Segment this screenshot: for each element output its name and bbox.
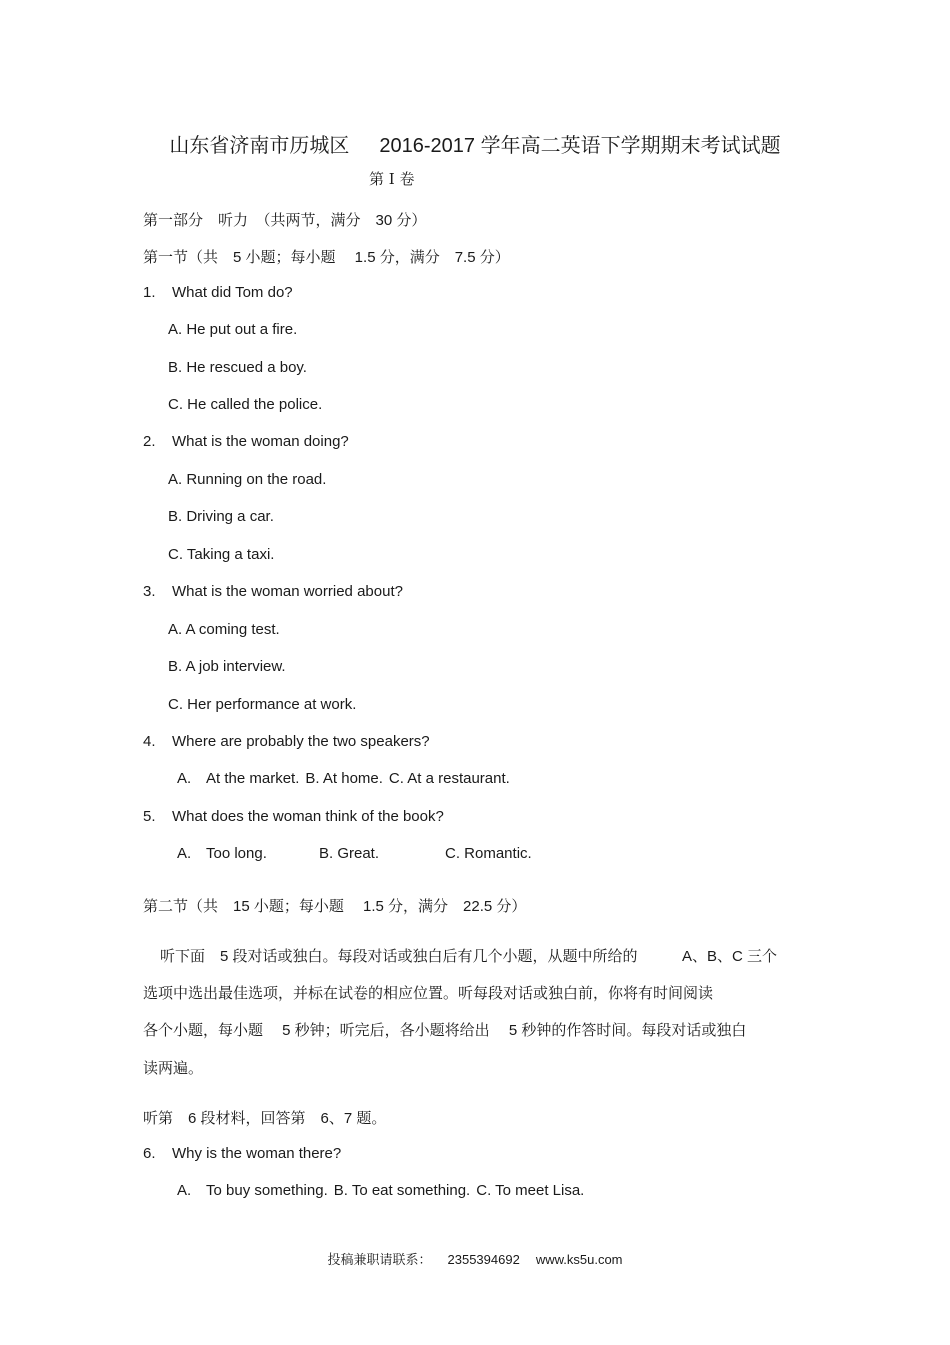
option-text: B. At home.	[305, 770, 383, 787]
question-1: 1. What did Tom do?	[143, 284, 293, 301]
question-4-options	[177, 770, 510, 787]
page-footer	[0, 1249, 950, 1268]
option-letter: A.	[177, 1182, 192, 1199]
question-2-option-b: B. Driving a car.	[168, 508, 274, 525]
section-heading: 第一节（共 5 小题；每小题 1.5 分，满分 7.5 分）	[143, 249, 510, 266]
question-2-option-a: A. Running on the road.	[168, 471, 327, 488]
section-heading: 第二节（共 15 小题；每小题 1.5 分，满分 22.5 分）	[143, 898, 527, 915]
option-text: B. To eat something.	[333, 1182, 471, 1199]
instruction-line: 各个小题，每小题 5 秒钟；听完后，各小题将给出 5 秒钟的作答时间。每段对话或独白	[143, 1022, 747, 1039]
option-text: At the market.	[206, 770, 300, 787]
question-5: 5. What does the woman think of the book?	[143, 808, 444, 825]
question-4: 4. Where are probably the two speakers?	[143, 733, 430, 750]
option-text: To buy something.	[206, 1182, 328, 1199]
option-text: C. To meet Lisa.	[476, 1182, 585, 1199]
option-letter: A.	[177, 770, 192, 787]
option-letter: A.	[177, 845, 192, 862]
footer-website: www.ks5u.com	[535, 1252, 623, 1267]
question-1-option-a: A. He put out a fire.	[168, 321, 298, 338]
instruction-line: 选项中选出最佳选项，并标在试卷的相应位置。听每段对话或独白前，你将有时间阅读	[143, 985, 714, 1002]
part-heading: 第一部分 听力 （共两节，满分 30 分）	[143, 212, 427, 229]
option-text: C. At a restaurant.	[388, 770, 510, 787]
instruction-line: 听下面 5 段对话或独白。每段对话或独白后有几个小题，从题中所给的	[160, 948, 638, 965]
question-1-option-c: C. He called the police.	[168, 396, 323, 413]
option-text: B. Great.	[319, 845, 380, 862]
question-6-options	[177, 1182, 584, 1199]
question-6: 6. Why is the woman there?	[143, 1145, 342, 1162]
question-2: 2. What is the woman doing?	[143, 433, 349, 450]
document-title: 山东省济南市历城区 2016-2017 学年高二英语下学期期末考试试题	[169, 135, 781, 157]
question-2-option-c: C. Taking a taxi.	[168, 546, 275, 563]
question-3-option-b: B. A job interview.	[168, 658, 286, 675]
question-3-option-a: A. A coming test.	[168, 621, 280, 638]
listen-note: 听第 6 段材料，回答第 6、7 题。	[143, 1110, 387, 1127]
instruction-line: 读两遍。	[143, 1060, 204, 1077]
volume-label: 第 I 卷	[369, 170, 415, 188]
question-1-option-b: B. He rescued a boy.	[168, 359, 307, 376]
option-text: Too long.	[206, 845, 267, 862]
question-3: 3. What is the woman worried about?	[143, 583, 403, 600]
question-3-option-c: C. Her performance at work.	[168, 696, 357, 713]
footer-phone: 2355394692	[447, 1252, 520, 1267]
footer-label: 投稿兼职请联系：	[327, 1252, 432, 1267]
option-text: C. Romantic.	[445, 845, 532, 862]
instruction-line-end: A、B、C 三个	[682, 948, 778, 965]
